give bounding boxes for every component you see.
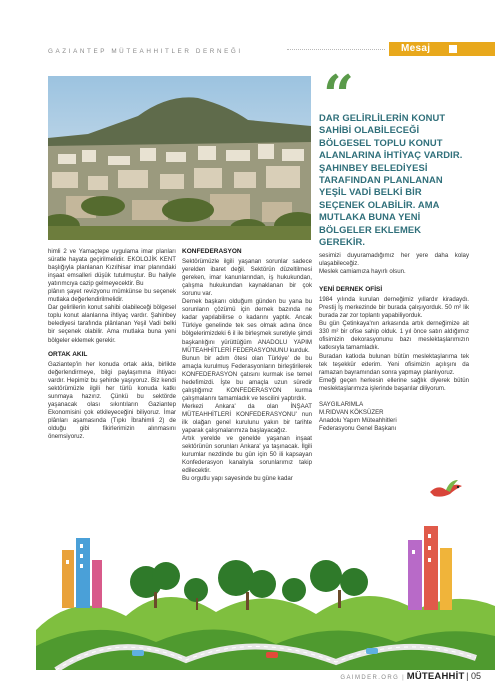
city-photo — [48, 76, 311, 240]
paragraph: Gaziantep'in her konuda ortak akla, birlikte değerlendirmeye, bilgi paylaşımına ihtiyacı vardır. Hepimiz bu şehirde yaşıyoruz. Biz kendi sektörümüzle ilgili her türlü konuda katkı sunmaya hazırız. Çünkü bu sektörde yaşanacak olası sıkıntıların Gaziantep Ekonomisini çok etkileyeceğini biliyoruz. İmar plânları aşamasında (Tıpkı İbrahimli 2) de olduğu gibi fikirlerimizin alınmasını önemsiyoruz. — [48, 360, 176, 441]
paragraph: plânın şayet revizyonu mümkünse bu seçenek mutlaka değerlendirilmelidir. — [48, 288, 176, 304]
section-tab — [389, 42, 495, 56]
footer-separator: | — [402, 675, 404, 681]
signature-name: M.RIDVAN KÖKSÜZER — [319, 408, 384, 416]
paragraph: Buradan katkıda bulunan bütün meslektaşlarıma tek tek teşekkür ederim. Yeni ofisimizin açılışını da ramazan bayramından sonra yapmayı planlıyoruz. — [319, 352, 469, 376]
subheading-konfederasyon: KONFEDERASYON — [182, 248, 242, 255]
signature-org: Anadolu Yapım Müteahhitleri — [319, 416, 397, 424]
article-column-1 — [48, 248, 176, 441]
paragraph: 1984 yılında kurulan derneğimiz yıllardır kiradaydı. Prestij İş merkezinde bir burada çalışıyorduk. 50 m² lik burada zar zor toplantı yapabiliyorduk. — [319, 296, 469, 320]
paragraph: Emeği geçen herkesin ellerine sağlık diyerek bütün meslektaşlarımıza işlerinde başarılar diliyorum. — [319, 376, 469, 392]
paragraph: Artık yerelde ve genelde yaşanan inşaat sektörünün sorunları Ankara' ya taşınacak. İlgili kurumlar nezdinde bu gün için 50 ili kapsayan Konfederasyon kanalıyla sorunlarımız takip edilecektir. — [182, 435, 312, 475]
paragraph: himli 2 ve Yamaçtepe uygulama imar planları süratle hayata geçirilmelidir. EKOLOJİK KENT başlığıyla planlanan Kızılhisar imar planındaki inşaat emsalleri düşük tutulmuştur. Bu haliyle yatırımcıya cazip gelmeyecektir. Bu — [48, 248, 176, 288]
paragraph: Merkezi Ankara' da olan İNŞAAT MÜTEAHHİTLERİ KONFEDERASYONU' nun ilk olağan genel kurulunu yakın bir tarihte yaparak çalışmalarımıza başlayacağız. — [182, 402, 312, 435]
square-icon — [449, 45, 457, 53]
bird-icon — [428, 478, 464, 502]
paragraph: Bu orgutlu yapı sayesinde bu güne kadar — [182, 475, 293, 483]
pull-quote: DAR GELİRLİLERİN KONUT SAHİBİ OLABİLECEĞİ BÖLGESEL TOPLU KONUT ALANLARINA İHTİYAÇ VARDIR. ŞAHINBEY BELEDİYESİ TARAFINDAN PLANLANAN YEŞİL VADİ BELKİ BİR SEÇENEK OLABİLİR. AMA MUTLAKA BUNA YENİ BÖLGELER EKLEMEK GEREKİR. — [319, 112, 463, 248]
paragraph: Bu gün Çetinkaya'nın arkasında artık derneğimize ait 330 m² bir ofise sahip olduk. 1 yıl önce satın aldığımız ofisimizin dekorasyonunu bazı meslektaşlarımızın katkısıyla tamamladık. — [319, 320, 469, 352]
subheading-ortak-akil: ORTAK AKIL — [48, 350, 88, 358]
signature-title: Federasyonu Genel Başkanı — [319, 424, 397, 432]
paragraph: Sektörümüzle ilgili yaşanan sorunlar sadece yerelden ibaret değil. Sektörün düzeltilmesi gereken, imar kanunlarından, iş hukukundan, çalışma hukukundan kaynaklanan bir çok sorunu var. — [182, 258, 312, 298]
paragraph: Meslek camiamıza hayırlı olsun. — [319, 268, 406, 276]
header-divider — [287, 49, 385, 50]
quote-mark-icon: “ — [323, 63, 355, 127]
green-city-illustration — [36, 520, 495, 670]
publication-title: GAZIANTEP MÜTEAHHITLER DERNEĞI — [48, 48, 243, 55]
article-column-2 — [182, 248, 312, 483]
paragraph: Dernek başkanı olduğum günden bu yana bu sorunların çözümü için dernek bazında ne kadar yapılabilirse o kadarını yaptık. Ancak Türkiye genelinde tek ses olmak adına önce bölgelerimizdeki 6 il ile birleşmek suretiyle şimdi başkanlığını yürüttüğüm ANADOLU YAPIM MÜTEAHHİTLERİ FEDERASYONUNU kurduk. — [182, 298, 312, 354]
page-footer — [340, 671, 481, 682]
page-number: | 05 — [466, 671, 481, 681]
footer-brand: MÜTEAHHİT — [406, 671, 465, 682]
signature-closing: SAYGILARIMLA — [319, 400, 364, 408]
subheading-yeni-dernek-ofisi: YENİ DERNEK OFİSİ — [319, 286, 383, 294]
paragraph: sesimizi duyuramadığımız her yere daha kolay ulaşabileceğiz. — [319, 252, 469, 268]
section-label: Mesaj — [401, 43, 431, 54]
paragraph: Dar gelirlilerin konut sahibi olabileceği bölgesel toplu konut alanlarına ihtiyaç vardır. Şahinbey belediyesi tarafında plânlanan Yeşil Vadi belki bir seçenek olabilir. Ama mutlaka buna yeni bölgeler eklemek gerekir. — [48, 304, 176, 344]
paragraph: Bunun bir adım ötesi olan Türkiye' de bu amaçla kurulmuş Federasyonların birleştirilerek KONFEDERASYON çatısını kurmak ise temel hedefimizdi. İşte bu amaçla uzun süredir çalıştığımız KONFEDERASYON kurma çalışmalarını tamamladık ve tescilini yaptırdık. — [182, 354, 312, 402]
footer-website: GAIMDER.ORG — [340, 675, 400, 681]
article-column-3 — [319, 252, 469, 433]
